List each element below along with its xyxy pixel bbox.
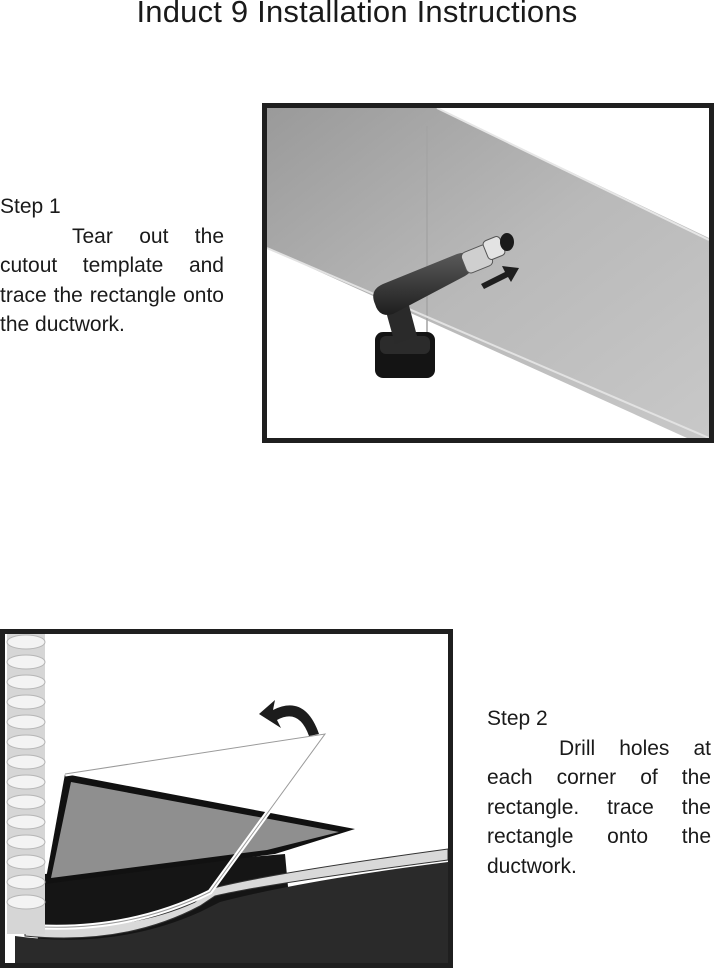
flex-hose [7,634,45,934]
step-1-instructions [0,192,224,340]
step-2-instructions [487,704,711,881]
step-2-label: Step 2 [487,707,548,730]
step-1-label: Step 1 [0,195,61,218]
step-2-illustration [0,629,453,968]
step-1-illustration [262,103,714,443]
page-title: Induct 9 Installation Instructions [136,0,578,29]
step-1-text: Tear out the cutout template and trace the rectangle onto the ductwork. [0,224,224,336]
template-on-duct-illustration [5,634,448,963]
step-2-text: Drill holes at each corner of the rectangle. trace the rectangle onto the ductwork. [487,736,711,878]
drill-on-duct-illustration [267,108,709,438]
